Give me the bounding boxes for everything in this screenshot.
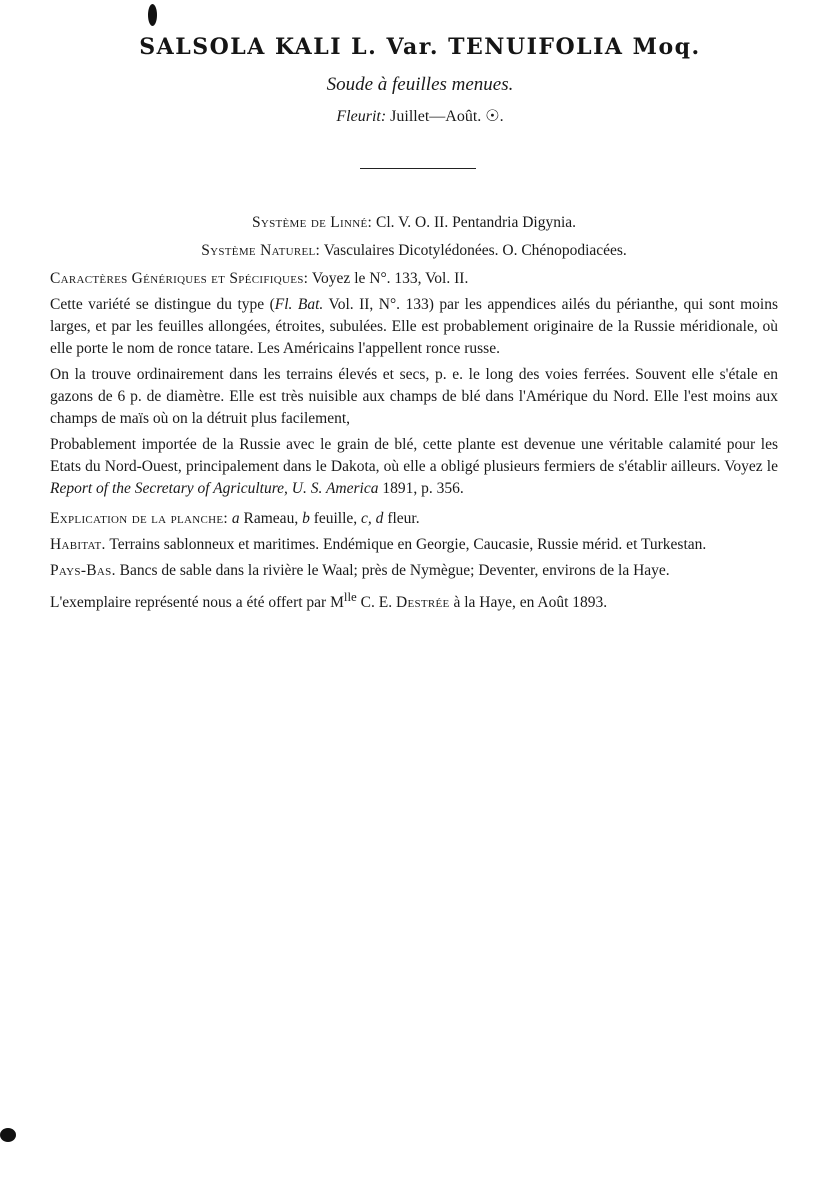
exemplaire-name: Destrée	[395, 594, 450, 612]
caracteres-line	[50, 268, 778, 290]
exemplaire-text-b: C. E.	[356, 594, 396, 612]
habitat-value: Terrains sablonneux et maritimes. Endémique en Georgie, Caucasie, Russie mérid. et Turkestan.	[109, 536, 707, 553]
explication-line	[50, 508, 778, 530]
flowering-line	[0, 106, 840, 126]
explication-b-text: feuille,	[309, 510, 362, 527]
exemplaire-sup: lle	[343, 589, 357, 604]
linne-label: Système de Linné:	[251, 214, 373, 231]
linne-line	[50, 212, 778, 234]
para1-text-a: Cette variété se distingue du type (	[50, 296, 275, 313]
divider	[360, 168, 476, 169]
page-title: SALSOLA KALI L. Var. TENUIFOLIA Moq.	[139, 34, 701, 60]
habitat-line	[50, 534, 778, 556]
flowering-label: Fleurit:	[336, 108, 387, 125]
description-body	[50, 212, 778, 618]
explication-a-text: Rameau,	[239, 510, 303, 527]
exemplaire-line	[50, 586, 778, 614]
habitat-label: Habitat.	[50, 536, 106, 553]
exemplaire-text-c: à la Haye, en Août 1893.	[449, 594, 608, 612]
explication-b: b	[302, 510, 310, 527]
naturel-line	[50, 240, 778, 262]
naturel-label: Système Naturel:	[201, 242, 321, 259]
exemplaire-text-a: L'exemplaire représenté nous a été offert par M	[50, 594, 344, 612]
para1-text-b: Vol. II, N°. 133) par les appendices ailés du périanthe, qui sont moins larges, et par les feuilles allongées, étroites, subulées. Elle est probablement originaire de la Russie méridionale, où elle porte le nom de ronce tatare. Les Américains l'appellent ronce russe.	[50, 296, 778, 357]
caracteres-label: Caractères Génériques et Spécifiques:	[50, 270, 309, 287]
paragraph-habitat-usage: On la trouve ordinairement dans les terrains élevés et secs, p. e. le long des voies ferrées. Souvent elle s'étale en gazons de 6 p. de diamètre. Elle est très nuisible aux champs de blé dans l'Amérique du Nord. Elle l'est moins aux champs de maïs où on la détruit plus facilement,	[50, 366, 778, 427]
paysbas-value: Bancs de sable dans la rivière le Waal; près de Nymègue; Deventer, environs de la Haye.	[119, 562, 670, 579]
paragraph-variety	[50, 294, 778, 360]
explication-cd-text: fleur.	[383, 510, 420, 527]
page-subtitle: Soude à feuilles menues.	[326, 74, 514, 95]
para1-ref: Fl. Bat.	[274, 296, 324, 313]
para3-text-b: 1891, p. 356.	[378, 480, 464, 497]
para3-ref: Report of the Secretary of Agriculture, U. S. America	[50, 480, 379, 497]
explication-cd: c, d	[361, 510, 384, 527]
explication-a: a	[231, 510, 240, 527]
paysbas-label: Pays-Bas.	[50, 562, 116, 579]
paysbas-line	[50, 560, 778, 582]
naturel-value: Vasculaires Dicotylédonées. O. Chénopodiacées.	[323, 242, 627, 259]
linne-value: Cl. V. O. II. Pentandria Digynia.	[376, 214, 577, 231]
para3-text-a: Probablement importée de la Russie avec le grain de blé, cette plante est devenue une véritable calamité pour les Etats du Nord-Ouest, principalement dans le Dakota, où elle a obligé plusieurs fermiers de s'établir ailleurs. Voyez le	[50, 436, 778, 475]
ink-spot-top	[148, 4, 157, 26]
caracteres-value: Voyez le N°. 133, Vol. II.	[311, 270, 469, 287]
ink-spot-left	[0, 1128, 16, 1142]
paragraph-import	[50, 434, 778, 500]
explication-label: Explication de la planche:	[50, 510, 229, 527]
flowering-value: Juillet—Août. ☉.	[390, 108, 504, 125]
